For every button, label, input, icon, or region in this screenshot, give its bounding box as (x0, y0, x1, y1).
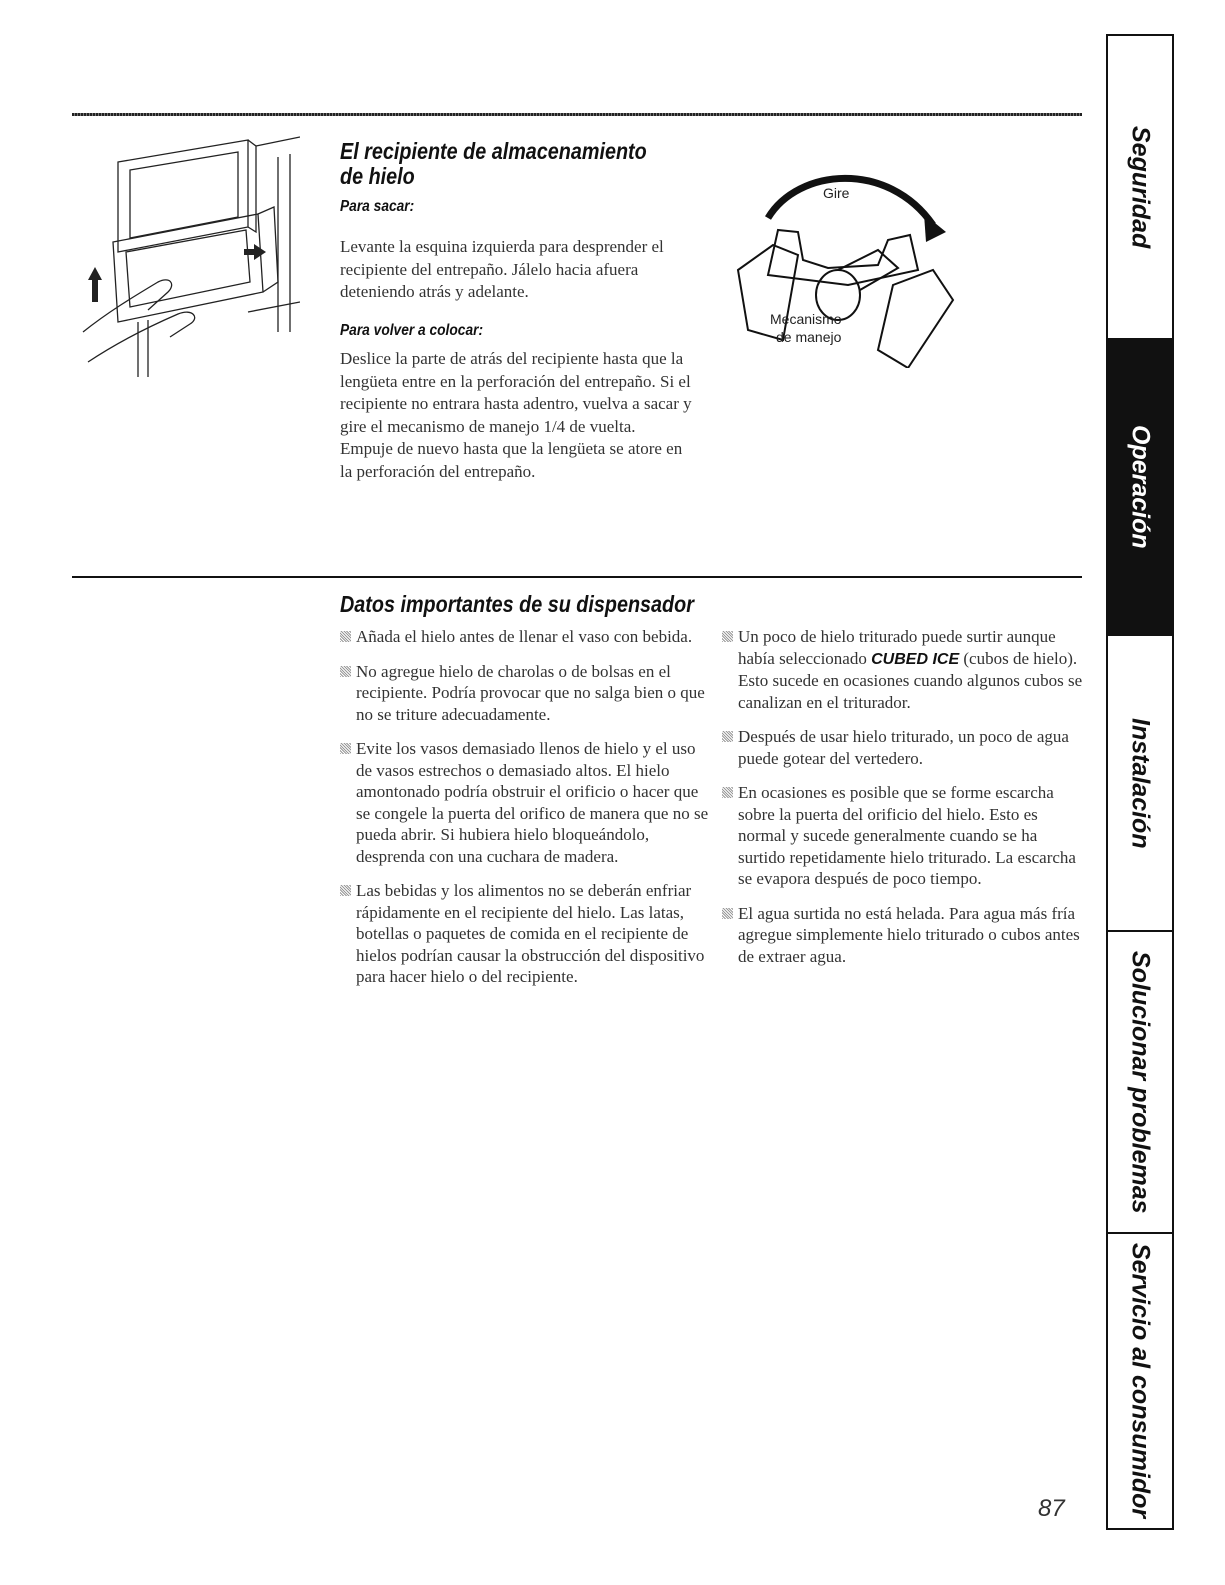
tab-label: Servicio al consumidor (1126, 1243, 1155, 1519)
section-title-line2: de hielo (340, 163, 415, 189)
list-item: Después de usar hielo triturado, un poco de agua puede gotear del vertedero. (722, 726, 1084, 769)
tab-label: Instalación (1126, 717, 1155, 849)
dispenser-facts-title: Datos importantes de su dispensador (340, 591, 694, 617)
bullet-icon (340, 743, 351, 754)
tab-label: Solucionar problemas (1126, 950, 1155, 1214)
bullet-icon (722, 731, 733, 742)
section-divider (72, 576, 1082, 578)
list-item: Las bebidas y los alimentos no se deberán enfriar rápidamente en el recipiente del hielo. Las latas, botellas o paquetes de comida en el recipiente de hielos podrían causar la obstrucción del dispositivo para hacer hielo o del recipiente. (340, 880, 712, 988)
top-rule (72, 113, 1082, 116)
ice-bin-removal-illustration (78, 132, 300, 377)
bullet-icon (340, 666, 351, 677)
remove-instructions: Levante la esquina izquierda para desprender el recipiente del entrepaño. Jálelo hacia afuera deteniendo atrás y adelante. (340, 237, 664, 301)
section-title-line1: El recipiente de almacenamiento (340, 138, 647, 164)
tab-servicio-al-consumidor[interactable] (1108, 1232, 1172, 1528)
tab-label: Operación (1126, 425, 1155, 549)
label-mechanism-line2: de manejo (776, 329, 842, 345)
tab-solucionar-problemas[interactable] (1108, 930, 1172, 1232)
section-tab-bar (1106, 34, 1174, 1530)
label-turn: Gire (823, 185, 850, 201)
list-item: Un poco de hielo triturado puede surtir aunque había seleccionado CUBED ICE (cubos de hielo). Esto sucede en ocasiones cuando algunos cubos se canalizan en el triturador. (722, 626, 1084, 713)
bullet-icon (722, 787, 733, 798)
label-mechanism-line1: Mecanismo (770, 311, 842, 327)
list-item: El agua surtida no está helada. Para agua más fría agregue simplemente hielo triturado o cubos antes de extraer agua. (722, 903, 1084, 968)
dispenser-facts-right-list (722, 626, 1084, 980)
bullet-icon (340, 885, 351, 896)
page-number: 87 (1038, 1495, 1065, 1522)
drive-mechanism-illustration (728, 140, 960, 368)
replace-heading: Para volver a colocar: (340, 322, 484, 339)
list-item: Añada el hielo antes de llenar el vaso con bebida. (340, 626, 712, 648)
replace-instructions: Deslice la parte de atrás del recipiente hasta que la lengüeta entre en la perforación del entrepaño. Si el recipiente no entrara hasta adentro, vuelva a sacar y gire el mecanismo de manejo 1/4 de vuelta. Empuje de nuevo hasta que la lengüeta se atore en la perforación del entrepaño. (340, 349, 692, 481)
tab-seguridad[interactable] (1108, 36, 1172, 338)
bullet-icon (722, 908, 733, 919)
bullet-icon (722, 631, 733, 642)
list-item: No agregue hielo de charolas o de bolsas en el recipiente. Podría provocar que no salga bien o que no se triture adecuadamente. (340, 661, 712, 726)
list-item: Evite los vasos demasiado llenos de hielo y el uso de vasos estrechos o demasiado altos. El hielo amontonado podría obstruir el orificio o hacer que se congele la puerta del orifico de manera que no se pueda abrir. Si hubiera hielo bloqueándolo, desprenda con una cuchara de madera. (340, 738, 712, 867)
list-item: En ocasiones es posible que se forme escarcha sobre la puerta del orificio del hielo. Esto es normal y sucede generalmente cuando se ha surtido repetidamente hielo triturado. La escarcha se evapora después de poco tiempo. (722, 782, 1084, 890)
cubed-ice-label: CUBED ICE (871, 650, 960, 668)
remove-heading: Para sacar: (340, 198, 415, 215)
tab-instalacion[interactable] (1108, 634, 1172, 930)
dispenser-facts-left-list (340, 626, 712, 1001)
bullet-icon (340, 631, 351, 642)
tab-label: Seguridad (1126, 125, 1155, 249)
tab-operacion[interactable] (1108, 338, 1172, 634)
